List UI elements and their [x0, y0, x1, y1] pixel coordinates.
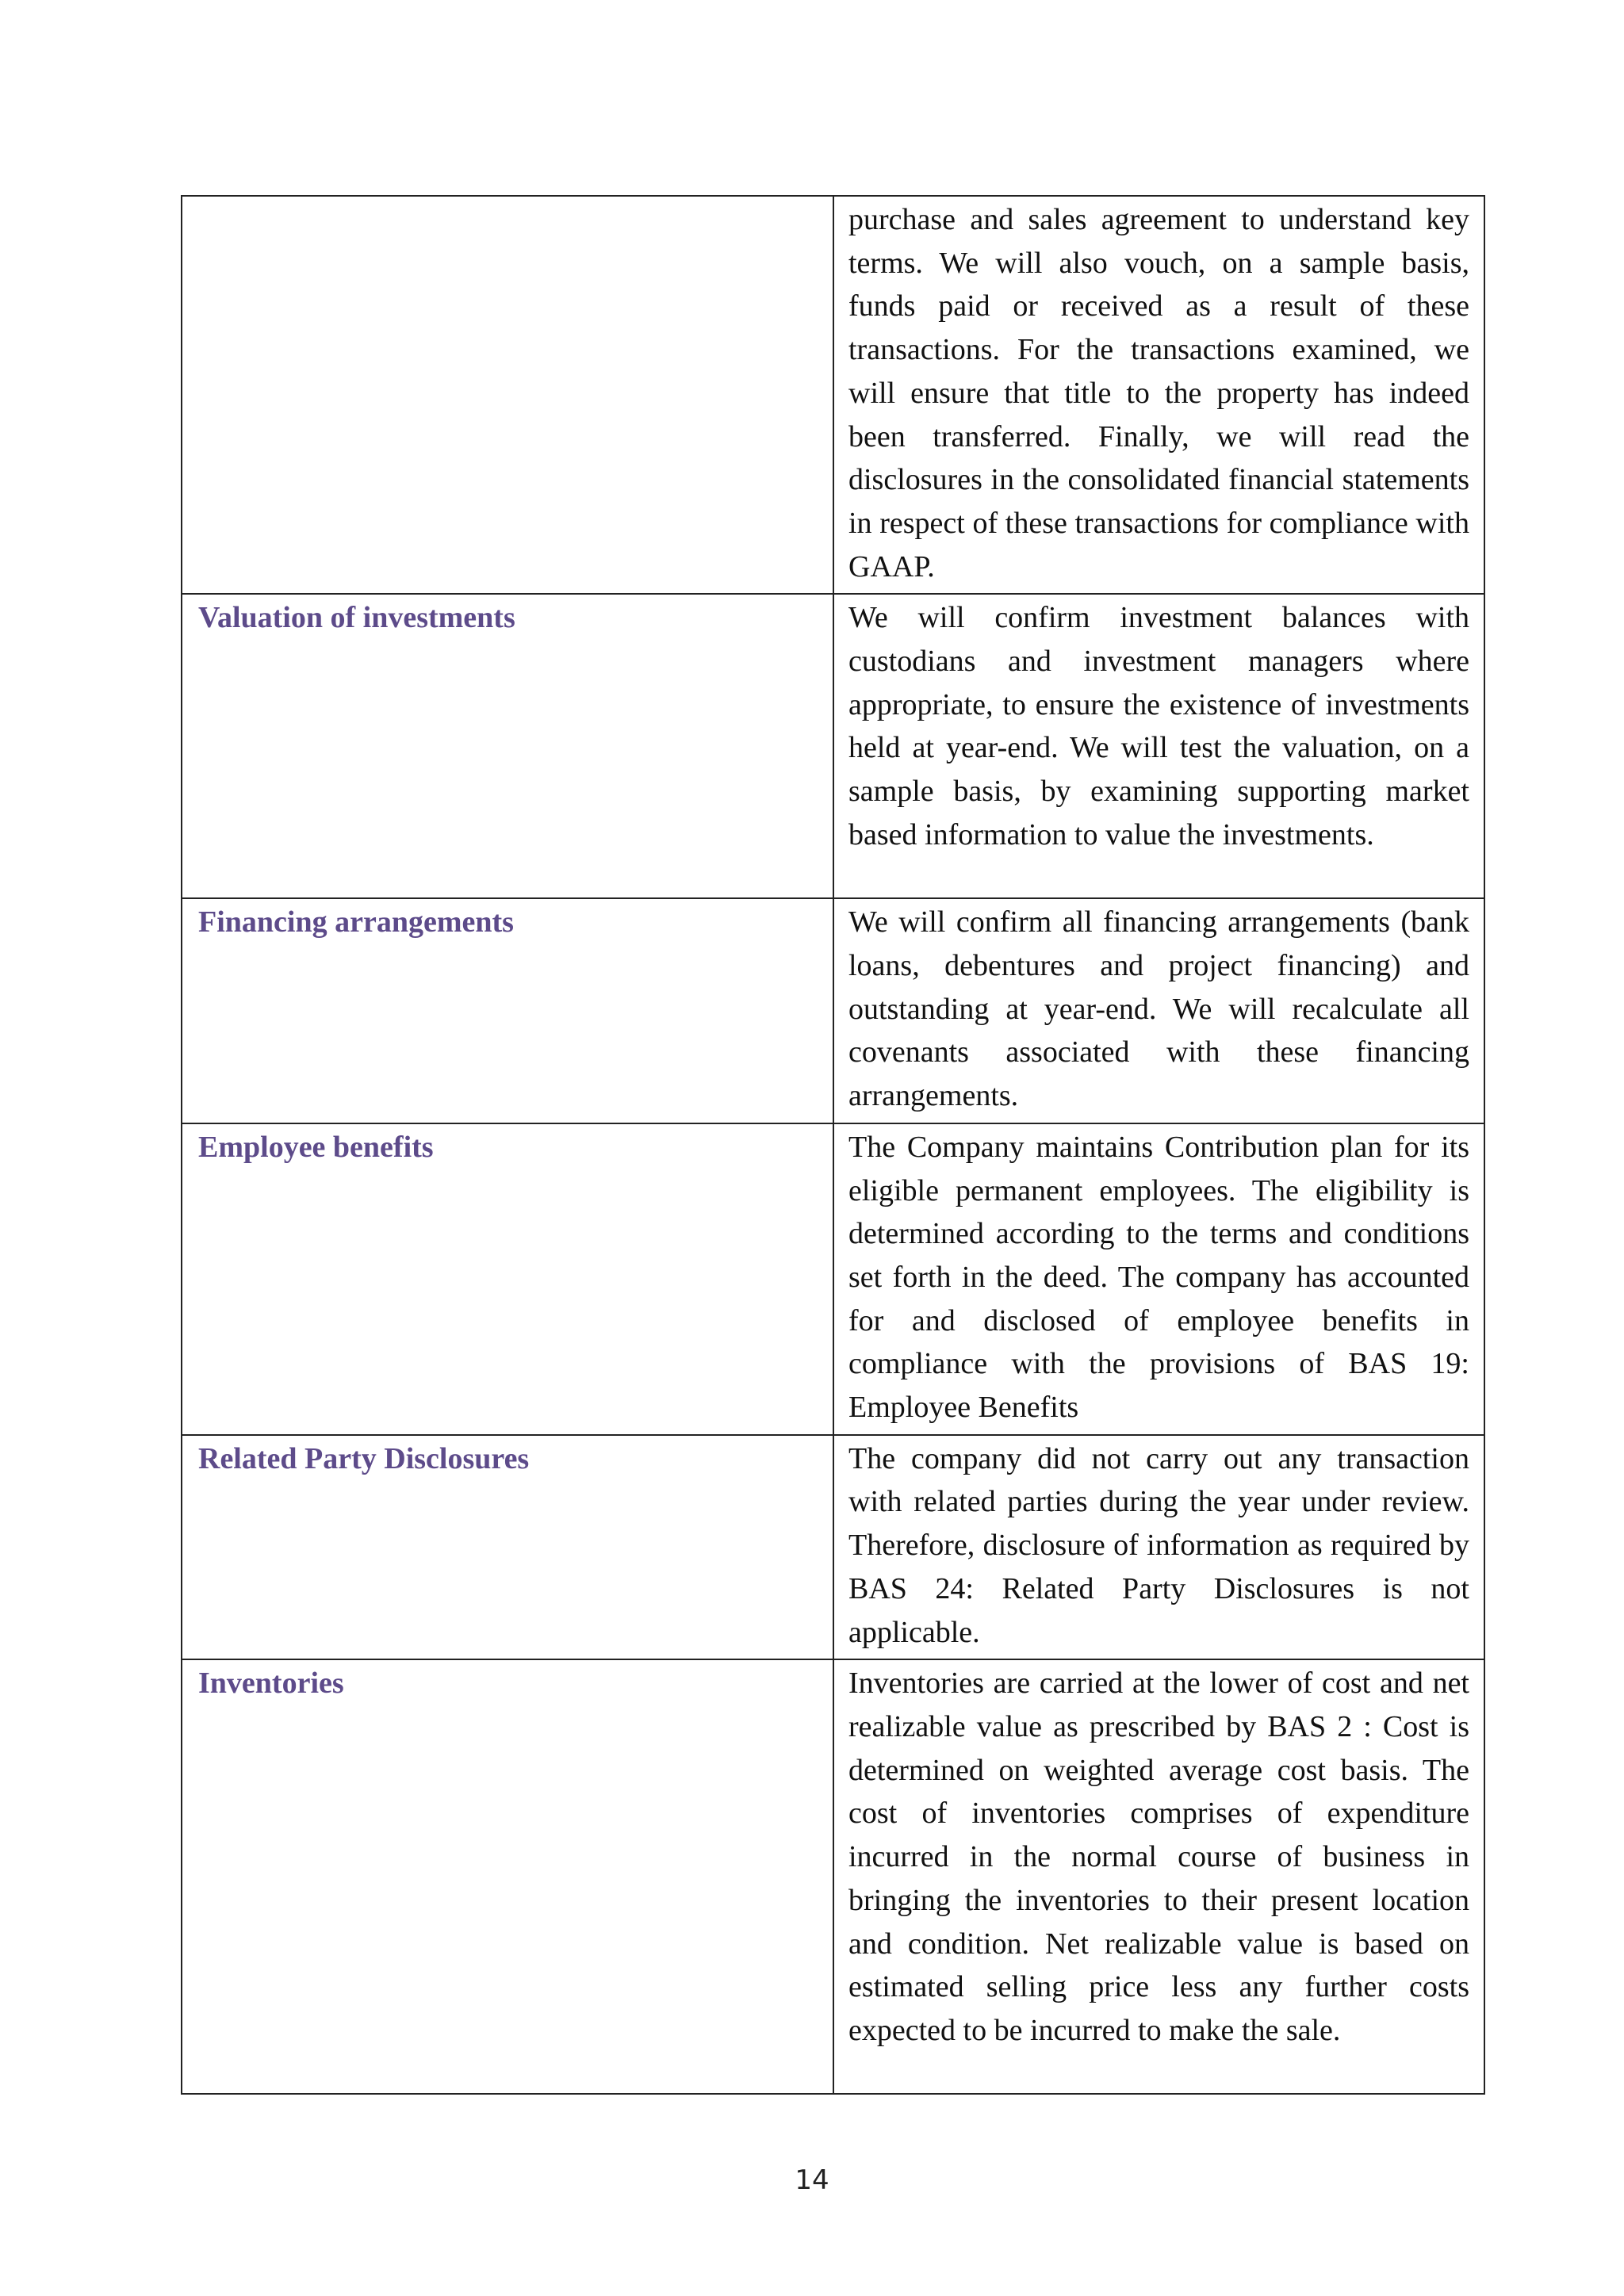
row-label-cell	[182, 594, 833, 898]
table-row	[182, 594, 1484, 898]
table-row	[182, 196, 1484, 594]
row-description: The company did not carry out any transaction with related parties during the year under review. Therefore, disclosure of information as required by BAS 24: Related Party Disclosures is not applicable.	[848, 1441, 1469, 1649]
row-label	[182, 197, 833, 198]
row-description-cell	[833, 898, 1484, 1123]
row-label-cell	[182, 196, 833, 594]
row-label: Employee benefits	[198, 1130, 434, 1164]
row-label: Related Party Disclosures	[198, 1441, 530, 1475]
row-description-cell	[833, 1123, 1484, 1435]
audit-procedures-table	[181, 195, 1485, 2095]
table-row	[182, 1123, 1484, 1435]
row-description: purchase and sales agreement to understand key terms. We will also vouch, on a sample basis, funds paid or received as a result of these transactions. For the transactions examined, we will ensure that title to the property has indeed been transferred. Finally, we will read the disclosures in the consolidated financial statements in respect of these transactions for compliance with GAAP.	[848, 203, 1469, 584]
row-label: Inventories	[198, 1667, 344, 1701]
table-row	[182, 1435, 1484, 1660]
row-label-cell	[182, 1435, 833, 1660]
row-label: Financing arrangements	[198, 905, 514, 939]
row-description-cell	[833, 594, 1484, 898]
table-row	[182, 898, 1484, 1123]
row-label-cell	[182, 1123, 833, 1435]
row-description: We will confirm all financing arrangements (bank loans, debentures and project financing) and outstanding at year-end. We will recalculate all covenants associated with these financing arrangements.	[848, 905, 1469, 1113]
table-row	[182, 1659, 1484, 2094]
page-number: 14	[795, 2164, 829, 2196]
row-description: We will confirm investment balances with custodians and investment managers where appropriate, to ensure the existence of investments held at year-end. We will test the valuation, on a sample basis, by examining supporting market based information to value the investments.	[848, 601, 1469, 851]
row-description: The Company maintains Contribution plan for its eligible permanent employees. The eligibility is determined according to the terms and conditions set forth in the deed. The company has accounted for and disclosed of employee benefits in compliance with the provisions of BAS 19: Employee Benefits	[848, 1130, 1469, 1425]
row-label-cell	[182, 1659, 833, 2094]
row-label: Valuation of investments	[198, 601, 515, 635]
row-description: Inventories are carried at the lower of cost and net realizable value as prescribed by BAS 2 : Cost is determined on weighted average cost basis. The cost of inventories comprises of expenditure incurred in the normal course of business in bringing the inventories to their present location and condition. Net realizable value is based on estimated selling price less any further costs expected to be incurred to make the sale.	[848, 1667, 1469, 2047]
row-description-cell	[833, 1435, 1484, 1660]
row-label-cell	[182, 898, 833, 1123]
row-description-cell	[833, 1659, 1484, 2094]
row-description-cell	[833, 196, 1484, 594]
